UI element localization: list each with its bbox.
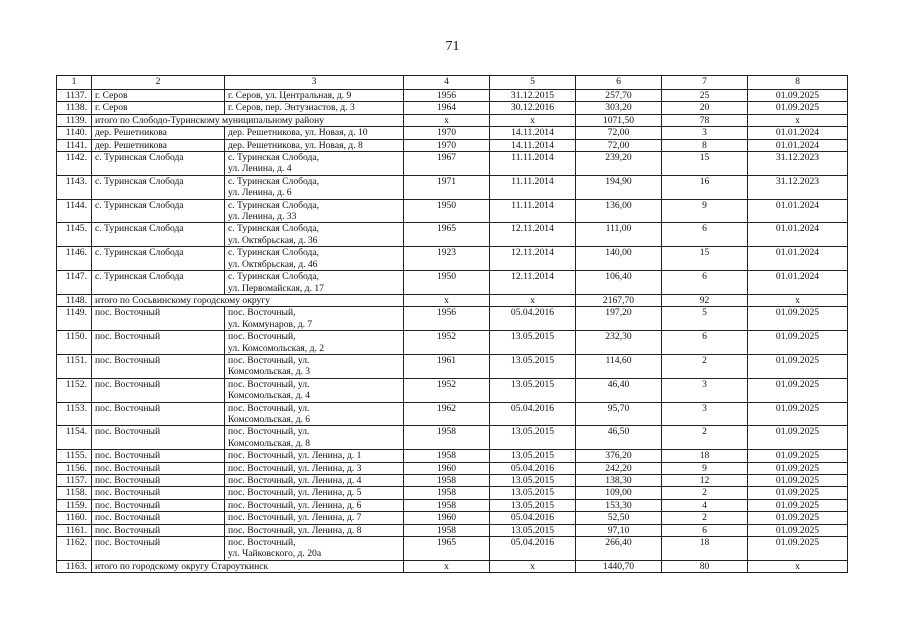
year-built: 1952: [404, 378, 490, 402]
year-built: 1958: [404, 475, 490, 487]
residents-count: 25: [662, 90, 748, 102]
row-number: 1155.: [57, 450, 92, 462]
address-line: ул. Ленина, д. 6: [228, 187, 292, 199]
area: 140,00: [576, 247, 662, 271]
settlement-name: пос. Восточный: [92, 426, 225, 450]
subtotal-label: итого по Сосьвинскому городскому округу: [92, 294, 404, 306]
table-row: [57, 175, 848, 199]
residents-count: 6: [662, 331, 748, 355]
address: [225, 199, 404, 223]
settlement-name: г. Серов: [92, 90, 225, 102]
settlement-name: с. Туринская Слобода: [92, 247, 225, 271]
row-number: 1146.: [57, 247, 92, 271]
resettlement-deadline: 31.12.2023: [748, 152, 848, 176]
row-number: 1142.: [57, 152, 92, 176]
resettlement-deadline: 01.01.2024: [748, 271, 848, 295]
area: 266,40: [576, 537, 662, 561]
subtotal-row: [57, 114, 848, 126]
recognition-date: х: [490, 560, 576, 572]
address: [225, 450, 404, 462]
address: [225, 139, 404, 151]
address-line: с. Туринская Слобода,: [228, 247, 320, 259]
address-line: г. Серов, пер. Энтузиастов, д. 3: [228, 102, 355, 114]
row-number: 1152.: [57, 378, 92, 402]
address: [225, 475, 404, 487]
residents-count: 12: [662, 475, 748, 487]
resettlement-deadline: 01.01.2024: [748, 199, 848, 223]
address-line: пос. Восточный,: [228, 307, 296, 319]
recognition-date: 13.05.2015: [490, 331, 576, 355]
row-number: 1147.: [57, 271, 92, 295]
resettlement-deadline: 01.09.2025: [748, 307, 848, 331]
address: [225, 152, 404, 176]
address: [225, 307, 404, 331]
address: [225, 524, 404, 536]
address: [225, 127, 404, 139]
row-number: 1149.: [57, 307, 92, 331]
resettlement-deadline: 01.09.2025: [748, 426, 848, 450]
recognition-date: 14.11.2014: [490, 139, 576, 151]
address-line: пос. Восточный, ул. Ленина, д. 1: [228, 450, 362, 462]
address-line: пос. Восточный, ул. Ленина, д. 7: [228, 512, 362, 524]
row-number: 1153.: [57, 402, 92, 426]
recognition-date: х: [490, 294, 576, 306]
recognition-date: 13.05.2015: [490, 426, 576, 450]
row-number: 1157.: [57, 475, 92, 487]
area: 242,20: [576, 462, 662, 474]
table-row: [57, 354, 848, 378]
subtotal-label: итого по городскому округу Староуткинск: [92, 560, 404, 572]
recognition-date: х: [490, 114, 576, 126]
table-row: [57, 223, 848, 247]
settlement-name: пос. Восточный: [92, 499, 225, 511]
recognition-date: 13.05.2015: [490, 487, 576, 499]
resettlement-deadline: 01.09.2025: [748, 537, 848, 561]
table-row: [57, 199, 848, 223]
column-number-row: [57, 76, 848, 90]
recognition-date: 13.05.2015: [490, 499, 576, 511]
area: 136,00: [576, 199, 662, 223]
column-number: 5: [490, 76, 576, 90]
address: [225, 331, 404, 355]
address-line: дер. Решетникова, ул. Новая, д. 8: [228, 139, 363, 151]
row-number: 1143.: [57, 175, 92, 199]
year-built: 1971: [404, 175, 490, 199]
row-number: 1163.: [57, 560, 92, 572]
resettlement-deadline: 01.09.2025: [748, 487, 848, 499]
address-line: пос. Восточный, ул.: [228, 426, 310, 438]
year-built: х: [404, 560, 490, 572]
column-number: 2: [92, 76, 225, 90]
resettlement-deadline: 01.09.2025: [748, 499, 848, 511]
resettlement-deadline: 01.09.2025: [748, 331, 848, 355]
settlement-name: пос. Восточный: [92, 524, 225, 536]
recognition-date: 30.12.2016: [490, 102, 576, 114]
address-line: ул. Октябрьская, д. 46: [228, 258, 318, 270]
residents-count: 4: [662, 499, 748, 511]
residents-count: 20: [662, 102, 748, 114]
table-row: [57, 127, 848, 139]
year-built: 1950: [404, 271, 490, 295]
resettlement-deadline: 01.09.2025: [748, 90, 848, 102]
settlement-name: пос. Восточный: [92, 475, 225, 487]
settlement-name: пос. Восточный: [92, 402, 225, 426]
residents-count: 6: [662, 524, 748, 536]
year-built: 1923: [404, 247, 490, 271]
address-line: ул. Комсомольская, д. 2: [228, 342, 325, 354]
year-built: 1956: [404, 90, 490, 102]
resettlement-deadline: 01.09.2025: [748, 378, 848, 402]
address: [225, 512, 404, 524]
page-number: 71: [445, 39, 460, 54]
recognition-date: 13.05.2015: [490, 524, 576, 536]
address-line: пос. Восточный, ул.: [228, 402, 310, 414]
area: 153,30: [576, 499, 662, 511]
area: 303,20: [576, 102, 662, 114]
year-built: 1962: [404, 402, 490, 426]
housing-registry-table: [56, 75, 848, 573]
area: 239,20: [576, 152, 662, 176]
address-line: с. Туринская Слобода,: [228, 152, 320, 164]
address-line: пос. Восточный, ул.: [228, 378, 310, 390]
settlement-name: с. Туринская Слобода: [92, 175, 225, 199]
column-number: 6: [576, 76, 662, 90]
resettlement-deadline: 01.01.2024: [748, 127, 848, 139]
settlement-name: дер. Решетникова: [92, 127, 225, 139]
row-number: 1161.: [57, 524, 92, 536]
subtotal-label: итого по Слободо-Туринскому муниципальному району: [92, 114, 404, 126]
residents-count: 2: [662, 512, 748, 524]
table-row: [57, 524, 848, 536]
row-number: 1144.: [57, 199, 92, 223]
residents-count: 78: [662, 114, 748, 126]
table-row: [57, 487, 848, 499]
area: 1071,50: [576, 114, 662, 126]
address: [225, 402, 404, 426]
table-row: [57, 378, 848, 402]
address-line: ул. Ленина, д. 33: [228, 211, 297, 223]
address-line: ул. Чайковского, д. 20а: [228, 548, 322, 560]
row-number: 1139.: [57, 114, 92, 126]
row-number: 1145.: [57, 223, 92, 247]
residents-count: 6: [662, 271, 748, 295]
year-built: 1964: [404, 102, 490, 114]
recognition-date: 13.05.2015: [490, 475, 576, 487]
residents-count: 92: [662, 294, 748, 306]
area: 109,00: [576, 487, 662, 499]
year-built: 1958: [404, 499, 490, 511]
resettlement-deadline: 01.01.2024: [748, 223, 848, 247]
recognition-date: 14.11.2014: [490, 127, 576, 139]
resettlement-deadline: 01.09.2025: [748, 102, 848, 114]
residents-count: 9: [662, 199, 748, 223]
year-built: х: [404, 294, 490, 306]
address: [225, 499, 404, 511]
address-line: Комсомольская, д. 3: [228, 366, 311, 378]
row-number: 1141.: [57, 139, 92, 151]
year-built: 1958: [404, 524, 490, 536]
table-row: [57, 499, 848, 511]
settlement-name: пос. Восточный: [92, 307, 225, 331]
area: 111,00: [576, 223, 662, 247]
recognition-date: 11.11.2014: [490, 175, 576, 199]
recognition-date: 12.11.2014: [490, 271, 576, 295]
table-body: [57, 76, 848, 573]
address-line: пос. Восточный,: [228, 537, 296, 549]
row-number: 1138.: [57, 102, 92, 114]
area: 72,00: [576, 139, 662, 151]
column-number: 3: [225, 76, 404, 90]
residents-count: 3: [662, 127, 748, 139]
settlement-name: пос. Восточный: [92, 450, 225, 462]
residents-count: 16: [662, 175, 748, 199]
residents-count: 2: [662, 426, 748, 450]
area: 106,40: [576, 271, 662, 295]
settlement-name: с. Туринская Слобода: [92, 152, 225, 176]
address: [225, 462, 404, 474]
area: 2167,70: [576, 294, 662, 306]
table-row: [57, 512, 848, 524]
address-line: Комсомольская, д. 8: [228, 437, 311, 449]
address: [225, 90, 404, 102]
address: [225, 271, 404, 295]
address-line: ул. Ленина, д. 4: [228, 163, 292, 175]
year-built: 1970: [404, 127, 490, 139]
settlement-name: пос. Восточный: [92, 462, 225, 474]
residents-count: 8: [662, 139, 748, 151]
address: [225, 378, 404, 402]
area: 95,70: [576, 402, 662, 426]
recognition-date: 31.12.2015: [490, 90, 576, 102]
resettlement-deadline: 01.09.2025: [748, 450, 848, 462]
residents-count: 80: [662, 560, 748, 572]
address-line: пос. Восточный, ул. Ленина, д. 5: [228, 487, 362, 499]
row-number: 1162.: [57, 537, 92, 561]
year-built: 1958: [404, 426, 490, 450]
area: 1440,70: [576, 560, 662, 572]
year-built: 1958: [404, 450, 490, 462]
resettlement-deadline: х: [748, 294, 848, 306]
settlement-name: пос. Восточный: [92, 354, 225, 378]
area: 72,00: [576, 127, 662, 139]
column-number: 8: [748, 76, 848, 90]
recognition-date: 11.11.2014: [490, 199, 576, 223]
address-line: г. Серов, ул. Центральная, д. 9: [228, 90, 352, 101]
area: 257,70: [576, 90, 662, 102]
year-built: 1958: [404, 487, 490, 499]
address-line: Комсомольская, д. 4: [228, 390, 311, 402]
address-line: пос. Восточный, ул. Ленина, д. 4: [228, 475, 362, 486]
recognition-date: 11.11.2014: [490, 152, 576, 176]
area: 197,20: [576, 307, 662, 331]
resettlement-deadline: 01.09.2025: [748, 354, 848, 378]
year-built: х: [404, 114, 490, 126]
residents-count: 2: [662, 487, 748, 499]
address-line: дер. Решетникова, ул. Новая, д. 10: [228, 127, 368, 139]
address: [225, 487, 404, 499]
year-built: 1967: [404, 152, 490, 176]
settlement-name: пос. Восточный: [92, 512, 225, 524]
year-built: 1960: [404, 512, 490, 524]
address-line: пос. Восточный, ул. Ленина, д. 6: [228, 499, 362, 511]
resettlement-deadline: х: [748, 114, 848, 126]
row-number: 1151.: [57, 354, 92, 378]
table-row: [57, 152, 848, 176]
residents-count: 15: [662, 152, 748, 176]
address: [225, 102, 404, 114]
row-number: 1156.: [57, 462, 92, 474]
address-line: ул. Октябрьская, д. 36: [228, 234, 318, 246]
table-row: [57, 475, 848, 487]
address-line: пос. Восточный, ул. Ленина, д. 8: [228, 524, 362, 536]
settlement-name: пос. Восточный: [92, 537, 225, 561]
table-row: [57, 307, 848, 331]
year-built: 1956: [404, 307, 490, 331]
row-number: 1159.: [57, 499, 92, 511]
address: [225, 426, 404, 450]
resettlement-deadline: 01.09.2025: [748, 462, 848, 474]
subtotal-row: [57, 560, 848, 572]
residents-count: 2: [662, 354, 748, 378]
settlement-name: пос. Восточный: [92, 378, 225, 402]
resettlement-deadline: 01.09.2025: [748, 524, 848, 536]
row-number: 1137.: [57, 90, 92, 102]
table-row: [57, 537, 848, 561]
resettlement-deadline: х: [748, 560, 848, 572]
year-built: 1970: [404, 139, 490, 151]
subtotal-row: [57, 294, 848, 306]
row-number: 1158.: [57, 487, 92, 499]
resettlement-deadline: 31.12.2023: [748, 175, 848, 199]
address-line: с. Туринская Слобода,: [228, 175, 320, 187]
area: 97,10: [576, 524, 662, 536]
row-number: 1160.: [57, 512, 92, 524]
year-built: 1960: [404, 462, 490, 474]
table-row: [57, 462, 848, 474]
recognition-date: 05.04.2016: [490, 512, 576, 524]
settlement-name: с. Туринская Слобода: [92, 199, 225, 223]
table-row: [57, 402, 848, 426]
column-number: 4: [404, 76, 490, 90]
resettlement-deadline: 01.01.2024: [748, 139, 848, 151]
address-line: с. Туринская Слобода,: [228, 199, 320, 211]
year-built: 1965: [404, 537, 490, 561]
settlement-name: г. Серов: [92, 102, 225, 114]
area: 46,40: [576, 378, 662, 402]
residents-count: 18: [662, 450, 748, 462]
address-line: с. Туринская Слобода,: [228, 271, 320, 283]
address: [225, 247, 404, 271]
address-line: пос. Восточный, ул.: [228, 354, 310, 366]
residents-count: 15: [662, 247, 748, 271]
settlement-name: с. Туринская Слобода: [92, 223, 225, 247]
recognition-date: 12.11.2014: [490, 223, 576, 247]
settlement-name: пос. Восточный: [92, 331, 225, 355]
recognition-date: 05.04.2016: [490, 462, 576, 474]
row-number: 1148.: [57, 294, 92, 306]
table-row: [57, 450, 848, 462]
table-row: [57, 247, 848, 271]
area: 138,30: [576, 475, 662, 487]
address-line: пос. Восточный, ул. Ленина, д. 3: [228, 462, 362, 474]
year-built: 1961: [404, 354, 490, 378]
settlement-name: пос. Восточный: [92, 487, 225, 499]
resettlement-deadline: 01.09.2025: [748, 475, 848, 487]
recognition-date: 13.05.2015: [490, 450, 576, 462]
address: [225, 537, 404, 561]
table-row: [57, 102, 848, 114]
address: [225, 223, 404, 247]
resettlement-deadline: 01.09.2025: [748, 402, 848, 426]
address-line: с. Туринская Слобода,: [228, 223, 320, 235]
table-row: [57, 331, 848, 355]
recognition-date: 05.04.2016: [490, 307, 576, 331]
row-number: 1150.: [57, 331, 92, 355]
table-row: [57, 271, 848, 295]
address-line: ул. Первомайская, д. 17: [228, 282, 324, 294]
resettlement-deadline: 01.01.2024: [748, 247, 848, 271]
address-line: ул. Коммунаров, д. 7: [228, 318, 313, 330]
table-row: [57, 139, 848, 151]
recognition-date: 05.04.2016: [490, 537, 576, 561]
recognition-date: 12.11.2014: [490, 247, 576, 271]
column-number: 1: [57, 76, 92, 90]
area: 232,30: [576, 331, 662, 355]
recognition-date: 05.04.2016: [490, 402, 576, 426]
address-line: пос. Восточный,: [228, 331, 296, 343]
residents-count: 9: [662, 462, 748, 474]
resettlement-deadline: 01.09.2025: [748, 512, 848, 524]
area: 376,20: [576, 450, 662, 462]
recognition-date: 13.05.2015: [490, 354, 576, 378]
address: [225, 175, 404, 199]
residents-count: 18: [662, 537, 748, 561]
year-built: 1952: [404, 331, 490, 355]
address: [225, 354, 404, 378]
table-row: [57, 90, 848, 102]
column-number: 7: [662, 76, 748, 90]
settlement-name: дер. Решетникова: [92, 139, 225, 151]
area: 114,60: [576, 354, 662, 378]
address-line: Комсомольская, д. 6: [228, 413, 311, 425]
settlement-name: с. Туринская Слобода: [92, 271, 225, 295]
residents-count: 3: [662, 402, 748, 426]
area: 52,50: [576, 512, 662, 524]
recognition-date: 13.05.2015: [490, 378, 576, 402]
table-row: [57, 426, 848, 450]
residents-count: 6: [662, 223, 748, 247]
year-built: 1950: [404, 199, 490, 223]
year-built: 1965: [404, 223, 490, 247]
area: 194,90: [576, 175, 662, 199]
area: 46,50: [576, 426, 662, 450]
row-number: 1140.: [57, 127, 92, 139]
residents-count: 5: [662, 307, 748, 331]
row-number: 1154.: [57, 426, 92, 450]
residents-count: 3: [662, 378, 748, 402]
